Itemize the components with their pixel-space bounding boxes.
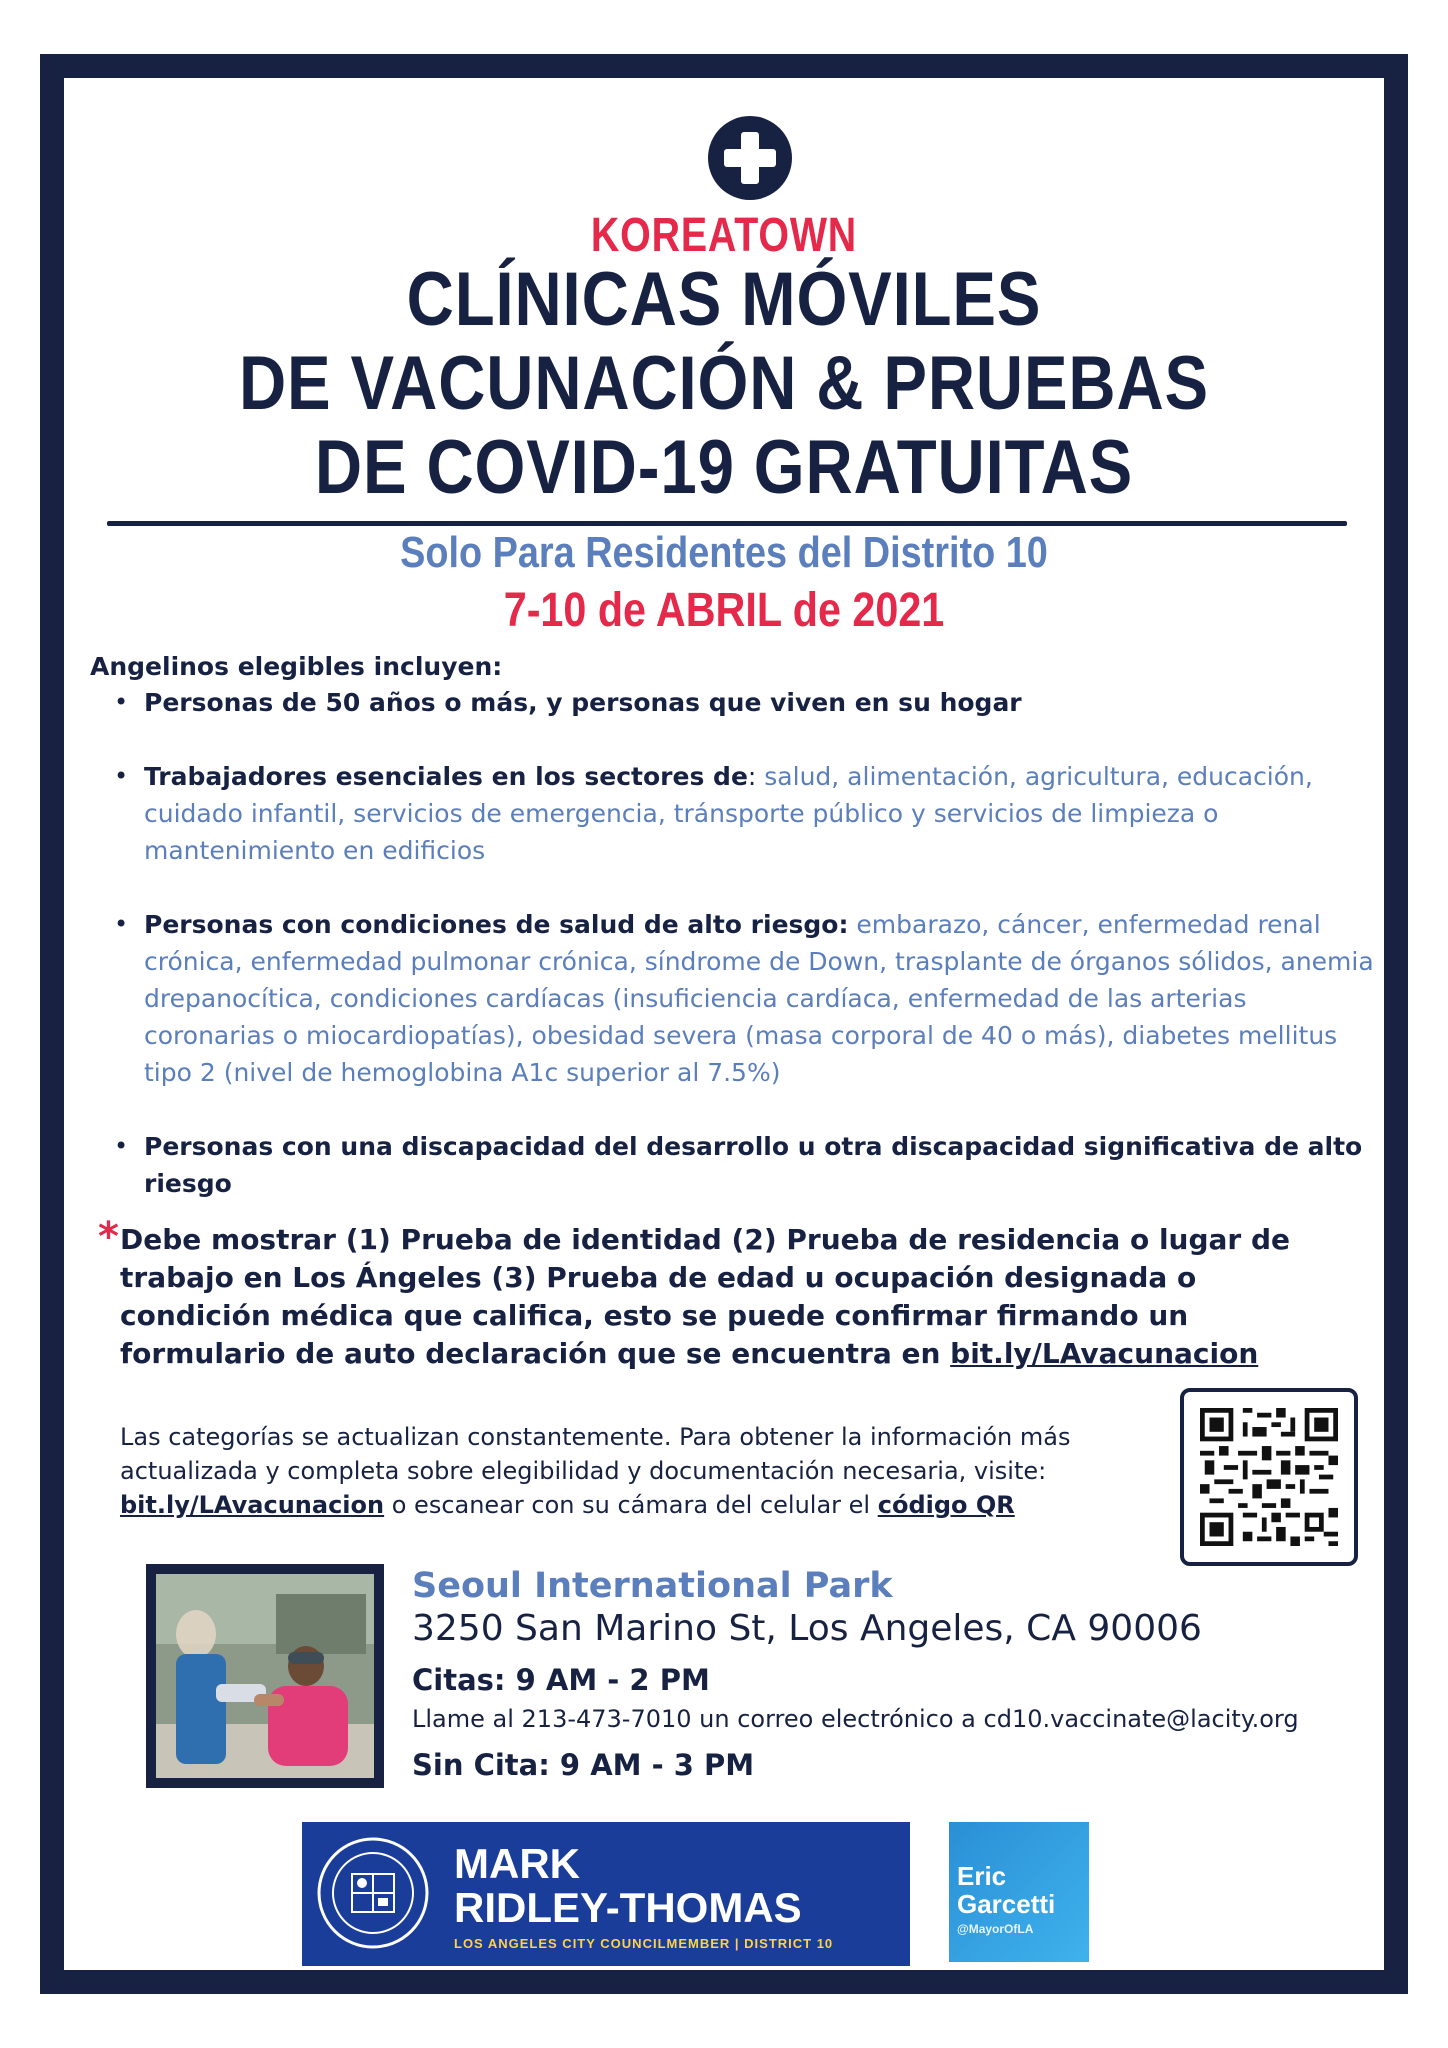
title-line-1: CLÍNICAS MÓVILES [406,257,1042,342]
eligibility-item [94,758,1374,869]
update-note [120,1420,1170,1522]
qr-code-label: código QR [877,1491,1015,1519]
eligibility-item [94,684,1374,721]
councilmember-name [454,1842,802,1930]
appointment-hours: Citas: 9 AM - 2 PM [412,1663,710,1697]
flyer-title [64,258,1384,510]
title-divider [107,521,1347,526]
eligibility-item-bold: Personas con una discapacidad del desarrollo u otra discapacidad significativa de alto riesgo [144,1132,1363,1198]
update-middle: o escanear con su cámara del celular el [384,1491,878,1519]
mayor-handle: @MayorOfLA [957,1922,1034,1936]
councilmember-name-line-2: RIDLEY-THOMAS [454,1884,802,1931]
mayor-name [957,1862,1055,1918]
vaccination-scene-illustration [156,1574,374,1778]
eligibility-heading: Angelinos elegibles incluyen: [90,652,503,681]
qr-code[interactable] [1180,1388,1358,1566]
title-line-3: DE COVID-19 GRATUITAS [314,425,1134,510]
flyer-border [40,54,1408,1994]
eligibility-item [94,1128,1374,1202]
event-dates: 7-10 de ABRIL de 2021 [503,584,945,637]
residency-subtitle: Solo Para Residentes del Distrito 10 [400,528,1048,577]
mayor-name-line-1: Eric [957,1861,1007,1891]
update-link[interactable]: bit.ly/LAvacunacion [120,1491,385,1519]
update-text: Las categorías se actualizan constantemente. Para obtener la información más actualizada y completa sobre elegibilidad y documentación necesaria, visite: [120,1423,1071,1485]
title-line-2: DE VACUNACIÓN & PRUEBAS [239,341,1209,426]
councilmember-title: LOS ANGELES CITY COUNCILMEMBER | DISTRICT 10 [454,1936,834,1951]
mayor-logo [949,1822,1089,1962]
city-seal-icon [316,1836,430,1950]
location-address: 3250 San Marino St, Los Angeles, CA 90006 [412,1608,1202,1649]
location-name: Seoul International Park [412,1566,893,1606]
contact-info: Llame al 213-473-7010 un correo electrónico a cd10.vaccinate@lacity.org [412,1705,1299,1733]
medical-cross-icon [708,116,792,200]
flyer-body [64,78,1384,1970]
eligibility-list [94,684,1374,1202]
eligibility-item-bold: Personas de 50 años o más, y personas que viven en su hogar [144,688,1022,717]
walk-in-hours: Sin Cita: 9 AM - 3 PM [412,1748,755,1782]
eligibility-item-detail: embarazo, cáncer, enfermedad renal crónica, enfermedad pulmonar crónica, síndrome de Down, trasplante de órganos sólidos, anemia drepanocítica, condiciones cardíacas (insuficiencia cardíaca, enfermedad de las arterias coronarias o miocardiopatías), obesidad severa (masa corporal de 40 o más), diabetes mellitus tipo 2 (nivel de hemoglobina A1c superior al 7.5%) [144,910,1374,1087]
councilmember-logo [302,1822,910,1966]
eligibility-item-separator: : [747,762,765,791]
councilmember-name-line-1: MARK [454,1840,580,1887]
eligibility-item-bold: Personas con condiciones de salud de alto riesgo: [144,910,849,939]
requirements-text: Debe mostrar (1) Prueba de identidad (2) Prueba de residencia o lugar de trabajo en Los Ángeles (3) Prueba de edad u ocupación designada o condición médica que califica, esto se puede confirmar firmando un formulario de auto declaración que se encuentra en [120,1223,1291,1370]
vaccination-photo [146,1564,384,1788]
requirements-note [120,1221,1320,1373]
eligibility-item [94,906,1374,1091]
asterisk-marker: * [98,1214,119,1260]
mayor-name-line-2: Garcetti [957,1889,1056,1919]
vaccination-link[interactable]: bit.ly/LAvacunacion [950,1337,1259,1370]
eligibility-item-bold: Trabajadores esenciales en los sectores de [144,762,748,791]
eligibility-item-detail: salud, alimentación, agricultura, educación, cuidado infantil, servicios de emergencia, tránsporte público y servicios de limpieza o mantenimiento en edificios [144,762,1313,865]
neighborhood-label: KOREATOWN [590,209,858,262]
qr-code-icon [1200,1408,1338,1546]
